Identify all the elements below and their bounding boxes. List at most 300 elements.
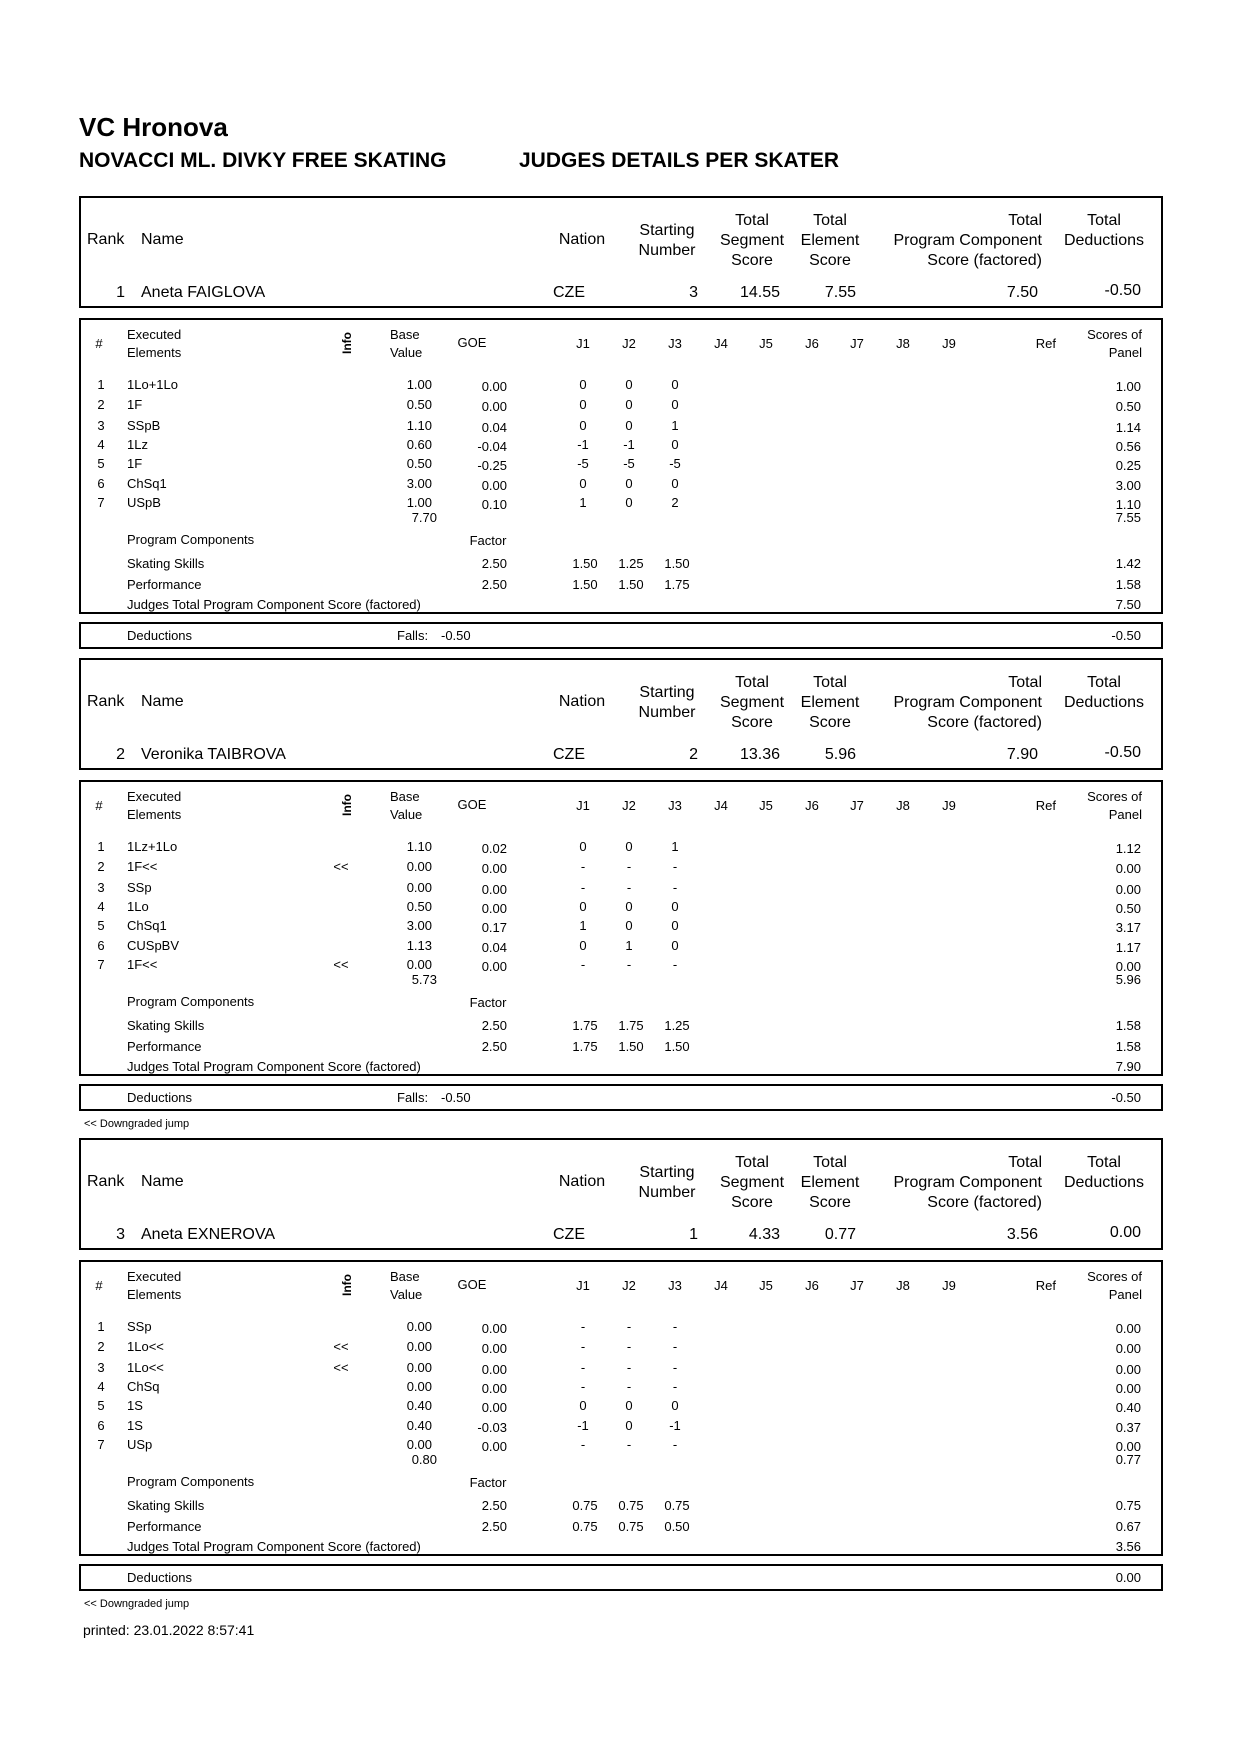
judge-score: -1	[577, 1418, 589, 1433]
judge-score: 0	[625, 495, 633, 510]
elements-header: Executed Elements	[127, 327, 182, 360]
skater-rank: 2	[116, 746, 125, 763]
element-number: 6	[97, 476, 105, 491]
element-code: ChSq1	[127, 476, 167, 491]
goe-value: 0.04	[481, 420, 507, 435]
judge-header-j6: J6	[805, 336, 819, 351]
event-name: NOVACCI ML. DIVKY FREE SKATING	[79, 149, 447, 172]
element-total: 5.96	[1115, 972, 1141, 987]
judge-score: 0	[579, 899, 587, 914]
judge-score: -	[580, 957, 586, 972]
element-number: 4	[97, 899, 105, 914]
component-panel: 0.75	[1115, 1498, 1141, 1513]
goe-header: GOE	[457, 335, 487, 350]
judge-score: -	[672, 957, 678, 972]
base-value: 0.40	[406, 1418, 432, 1433]
element-code: CUSpBV	[127, 938, 180, 953]
judge-score: -	[580, 1360, 586, 1375]
judge-score: -	[580, 1379, 586, 1394]
element-number: 3	[97, 418, 105, 433]
judge-header-j4: J4	[714, 798, 728, 813]
rank-header: Rank	[87, 693, 125, 710]
judge-header-j4: J4	[714, 1278, 728, 1293]
judge-score: -	[672, 880, 678, 895]
element-number: 3	[97, 880, 105, 895]
elements-header: Executed Elements	[127, 789, 182, 822]
panel-score: 0.00	[1115, 959, 1141, 974]
component-judge-score: 1.75	[664, 577, 690, 592]
printed-timestamp: printed: 23.01.2022 8:57:41	[83, 1622, 255, 1638]
judge-score: -	[672, 1319, 678, 1334]
judge-score: 1	[579, 495, 587, 510]
component-judge-score: 1.50	[664, 1039, 690, 1054]
judge-score: -5	[577, 456, 589, 471]
judge-score: -	[580, 859, 586, 874]
goe-value: 0.04	[481, 940, 507, 955]
component-judge-score: 0.75	[572, 1498, 598, 1513]
judge-score: -1	[577, 437, 589, 452]
ref-header: Ref	[1035, 336, 1056, 351]
base-value: 1.10	[406, 418, 432, 433]
element-code: ChSq1	[127, 918, 167, 933]
judge-score: 0	[671, 918, 679, 933]
segment-score: 4.33	[748, 1226, 780, 1243]
element-code: 1F	[127, 456, 143, 471]
judge-score: -	[580, 1319, 586, 1334]
judge-header-j1: J1	[576, 1278, 590, 1293]
base-value: 0.00	[406, 859, 432, 874]
component-judge-score: 0.50	[664, 1519, 690, 1534]
judge-score: 1	[671, 839, 679, 854]
deductions-label: Deductions	[127, 628, 193, 643]
component-score: 7.50	[1006, 284, 1038, 301]
segment-score-header: Total Segment Score	[719, 674, 785, 731]
judge-header-j5: J5	[759, 1278, 773, 1293]
component-panel: 1.58	[1115, 1018, 1141, 1033]
panel-score: 1.10	[1115, 497, 1141, 512]
component-score: 7.90	[1006, 746, 1038, 763]
panel-header: Scores of Panel	[1087, 789, 1142, 822]
judge-header-j3: J3	[668, 798, 682, 813]
program-components-label: Program Components	[127, 1474, 255, 1489]
goe-value: 0.00	[481, 1341, 507, 1356]
base-value: 0.50	[406, 456, 432, 471]
element-score-header: Total Element Score	[800, 674, 860, 731]
ref-header: Ref	[1035, 798, 1056, 813]
component-score-header: Total Program Component Score (factored)	[893, 674, 1042, 731]
panel-score: 3.17	[1115, 920, 1141, 935]
element-code: USp	[127, 1437, 153, 1452]
element-info: <<	[333, 957, 349, 972]
judge-score: 0	[625, 1418, 633, 1433]
component-name: Skating Skills	[127, 556, 205, 571]
skater-nation: CZE	[553, 284, 585, 301]
judge-header-j2: J2	[622, 1278, 636, 1293]
element-number: 7	[97, 957, 105, 972]
element-number: 2	[97, 1339, 105, 1354]
judge-score: 0	[625, 418, 633, 433]
component-judge-score: 1.75	[572, 1039, 598, 1054]
component-name: Performance	[127, 1519, 202, 1534]
base-value: 1.00	[406, 495, 432, 510]
panel-score: 0.37	[1115, 1420, 1141, 1435]
base-value: 0.00	[406, 880, 432, 895]
judge-header-j7: J7	[850, 336, 864, 351]
name-header: Name	[141, 1173, 184, 1190]
component-panel: 0.67	[1115, 1519, 1141, 1534]
starting-number-header: Starting Number	[638, 684, 696, 721]
judge-score: -1	[623, 437, 635, 452]
element-code: SSpB	[127, 418, 161, 433]
component-panel: 1.42	[1115, 556, 1141, 571]
element-number: 5	[97, 918, 105, 933]
segment-score: 13.36	[739, 746, 780, 763]
factor-label: Factor	[469, 533, 507, 548]
panel-score: 0.00	[1115, 1321, 1141, 1336]
judge-score: -	[626, 1437, 632, 1452]
component-judge-score: 0.75	[618, 1498, 644, 1513]
judge-score: 0	[625, 377, 633, 392]
judge-score: -5	[669, 456, 681, 471]
panel-header: Scores of Panel	[1087, 327, 1142, 360]
judge-score: -	[626, 957, 632, 972]
num-header: #	[95, 798, 103, 813]
element-number: 7	[97, 495, 105, 510]
panel-score: 1.17	[1115, 940, 1141, 955]
deductions-box	[79, 1564, 1163, 1591]
goe-value: 0.10	[481, 497, 507, 512]
component-judge-score: 0.75	[572, 1519, 598, 1534]
judges-total-label: Judges Total Program Component Score (factored)	[127, 1539, 421, 1554]
judge-score: 0	[579, 397, 587, 412]
judge-score: -	[626, 1339, 632, 1354]
judge-score: 0	[579, 476, 587, 491]
judge-score: -	[672, 1339, 678, 1354]
goe-value: -0.25	[477, 458, 507, 473]
component-factor: 2.50	[481, 1018, 507, 1033]
element-code: 1Lo+1Lo	[127, 377, 178, 392]
panel-score: 3.00	[1115, 478, 1141, 493]
starting-number-header: Starting Number	[638, 222, 696, 259]
name-header: Name	[141, 693, 184, 710]
base-value: 0.00	[406, 1360, 432, 1375]
element-code: 1Lo<<	[127, 1360, 164, 1375]
judge-score: 0	[625, 918, 633, 933]
element-number: 2	[97, 859, 105, 874]
falls-value: -0.50	[441, 1090, 471, 1105]
element-info: <<	[333, 1360, 349, 1375]
pcs-total: 3.56	[1115, 1539, 1141, 1554]
goe-header: GOE	[457, 797, 487, 812]
base-value-header: Base Value	[390, 789, 423, 822]
deductions-header: Total Deductions	[1063, 212, 1145, 249]
base-value: 0.40	[406, 1398, 432, 1413]
base-value: 3.00	[406, 918, 432, 933]
pcs-total: 7.50	[1115, 597, 1141, 612]
segment-score-header: Total Segment Score	[719, 1154, 785, 1211]
base-value-total: 5.73	[411, 972, 437, 987]
goe-value: -0.04	[477, 439, 507, 454]
skater-rank: 3	[116, 1226, 125, 1243]
panel-score: 0.00	[1115, 882, 1141, 897]
element-number: 4	[97, 437, 105, 452]
skater-nation: CZE	[553, 1226, 585, 1243]
panel-score: 0.25	[1115, 458, 1141, 473]
goe-value: 0.00	[481, 478, 507, 493]
deductions-label: Deductions	[127, 1570, 193, 1585]
component-name: Skating Skills	[127, 1018, 205, 1033]
base-value: 1.13	[406, 938, 432, 953]
element-score: 0.77	[824, 1226, 856, 1243]
judge-score: -1	[669, 1418, 681, 1433]
judge-score: 0	[579, 839, 587, 854]
deductions-total: -0.50	[1111, 628, 1141, 643]
judge-score: 0	[579, 938, 587, 953]
component-name: Skating Skills	[127, 1498, 205, 1513]
panel-score: 0.50	[1115, 399, 1141, 414]
judge-score: 1	[671, 418, 679, 433]
goe-value: 0.00	[481, 959, 507, 974]
component-judge-score: 1.75	[572, 1018, 598, 1033]
component-panel: 1.58	[1115, 1039, 1141, 1054]
judge-score: 0	[671, 377, 679, 392]
component-panel: 1.58	[1115, 577, 1141, 592]
judge-header-j1: J1	[576, 798, 590, 813]
judge-score: 0	[579, 377, 587, 392]
judge-score: -	[626, 1319, 632, 1334]
judge-score: -	[672, 1437, 678, 1452]
element-number: 1	[97, 1319, 105, 1334]
judge-score: 1	[579, 918, 587, 933]
component-judge-score: 1.25	[664, 1018, 690, 1033]
judge-score: 2	[671, 495, 679, 510]
pcs-total: 7.90	[1115, 1059, 1141, 1074]
factor-label: Factor	[469, 995, 507, 1010]
deductions-label: Deductions	[127, 1090, 193, 1105]
element-code: SSp	[127, 1319, 152, 1334]
component-name: Performance	[127, 577, 202, 592]
element-score-header: Total Element Score	[800, 1154, 860, 1211]
nation-header: Nation	[558, 693, 606, 710]
element-number: 4	[97, 1379, 105, 1394]
report-title: JUDGES DETAILS PER SKATER	[519, 149, 840, 172]
component-factor: 2.50	[481, 577, 507, 592]
element-number: 3	[97, 1360, 105, 1375]
component-score-header: Total Program Component Score (factored)	[893, 1154, 1042, 1211]
judge-score: 0	[671, 437, 679, 452]
factor-label: Factor	[469, 1475, 507, 1490]
skater-name: Aneta FAIGLOVA	[141, 284, 266, 301]
starting-number: 1	[689, 1226, 698, 1243]
segment-score: 14.55	[739, 284, 780, 301]
element-code: SSp	[127, 880, 152, 895]
judge-header-j7: J7	[850, 798, 864, 813]
element-code: USpB	[127, 495, 161, 510]
judge-score: -	[626, 1379, 632, 1394]
base-value-header: Base Value	[390, 327, 423, 360]
element-code: 1S	[127, 1398, 143, 1413]
panel-score: 0.50	[1115, 901, 1141, 916]
judge-header-j4: J4	[714, 336, 728, 351]
downgrade-note: << Downgraded jump	[84, 1118, 190, 1130]
judge-header-j8: J8	[896, 336, 910, 351]
base-value: 0.00	[406, 1379, 432, 1394]
skater-name: Aneta EXNEROVA	[141, 1226, 275, 1243]
element-info: <<	[333, 859, 349, 874]
judge-header-j9: J9	[942, 798, 956, 813]
judge-header-j2: J2	[622, 336, 636, 351]
element-total: 0.77	[1115, 1452, 1141, 1467]
judge-score: 0	[671, 397, 679, 412]
judge-header-j6: J6	[805, 1278, 819, 1293]
component-score-header: Total Program Component Score (factored)	[893, 212, 1042, 269]
goe-value: 0.00	[481, 1400, 507, 1415]
ref-header: Ref	[1035, 1278, 1056, 1293]
goe-value: 0.00	[481, 861, 507, 876]
base-value: 0.60	[406, 437, 432, 452]
rank-header: Rank	[87, 1173, 125, 1190]
goe-value: 0.00	[481, 901, 507, 916]
panel-score: 0.56	[1115, 439, 1141, 454]
component-judge-score: 1.25	[618, 556, 644, 571]
element-number: 6	[97, 938, 105, 953]
judge-score: 1	[625, 938, 633, 953]
judge-header-j7: J7	[850, 1278, 864, 1293]
judge-score: 0	[625, 476, 633, 491]
judge-header-j3: J3	[668, 336, 682, 351]
panel-score: 1.12	[1115, 841, 1141, 856]
judge-score: 0	[625, 1398, 633, 1413]
judge-header-j3: J3	[668, 1278, 682, 1293]
base-value: 1.00	[406, 377, 432, 392]
base-value: 0.50	[406, 397, 432, 412]
element-number: 2	[97, 397, 105, 412]
goe-value: -0.03	[477, 1420, 507, 1435]
goe-value: 0.17	[481, 920, 507, 935]
component-judge-score: 1.50	[572, 556, 598, 571]
judge-header-j5: J5	[759, 798, 773, 813]
judge-score: 0	[671, 899, 679, 914]
base-value: 0.00	[406, 957, 432, 972]
judge-score: 0	[579, 1398, 587, 1413]
element-code: 1S	[127, 1418, 143, 1433]
judge-score: -	[626, 1360, 632, 1375]
name-header: Name	[141, 231, 184, 248]
judge-header-j9: J9	[942, 1278, 956, 1293]
info-header: Info	[340, 1274, 354, 1296]
base-value: 0.00	[406, 1437, 432, 1452]
judge-score: 0	[625, 899, 633, 914]
goe-value: 0.00	[481, 1321, 507, 1336]
total-deductions: 0.00	[1109, 1224, 1141, 1241]
judge-header-j1: J1	[576, 336, 590, 351]
element-code: 1Lo<<	[127, 1339, 164, 1354]
competition-title: VC Hronova	[79, 112, 228, 142]
deductions-header: Total Deductions	[1063, 674, 1145, 711]
judge-score: 0	[579, 418, 587, 433]
base-value: 0.50	[406, 899, 432, 914]
judge-header-j5: J5	[759, 336, 773, 351]
base-value: 3.00	[406, 476, 432, 491]
skater-nation: CZE	[553, 746, 585, 763]
judge-score: -	[626, 859, 632, 874]
falls-label: Falls:	[397, 628, 429, 643]
num-header: #	[95, 336, 103, 351]
deductions-total: -0.50	[1111, 1090, 1141, 1105]
deductions-box	[79, 622, 1163, 649]
nation-header: Nation	[558, 231, 606, 248]
deductions-header: Total Deductions	[1063, 1154, 1145, 1191]
element-code: 1Lz	[127, 437, 148, 452]
element-code: 1Lo	[127, 899, 149, 914]
judge-score: 0	[671, 938, 679, 953]
panel-score: 0.00	[1115, 1341, 1141, 1356]
downgrade-note: << Downgraded jump	[84, 1598, 190, 1610]
element-code: ChSq	[127, 1379, 160, 1394]
program-components-label: Program Components	[127, 994, 255, 1009]
info-header: Info	[340, 332, 354, 354]
component-score: 3.56	[1006, 1226, 1038, 1243]
deductions-box	[79, 1084, 1163, 1111]
component-judge-score: 1.75	[618, 1018, 644, 1033]
element-score: 5.96	[824, 746, 856, 763]
elements-header: Executed Elements	[127, 1269, 182, 1302]
component-judge-score: 1.50	[664, 556, 690, 571]
num-header: #	[95, 1278, 103, 1293]
judge-score: -	[580, 880, 586, 895]
element-code: 1F<<	[127, 957, 158, 972]
judge-score: 0	[671, 1398, 679, 1413]
panel-score: 1.14	[1115, 420, 1141, 435]
component-judge-score: 0.75	[664, 1498, 690, 1513]
judge-score: -	[580, 1437, 586, 1452]
element-number: 6	[97, 1418, 105, 1433]
panel-score: 0.00	[1115, 1362, 1141, 1377]
element-number: 5	[97, 456, 105, 471]
judge-score: -	[672, 859, 678, 874]
component-factor: 2.50	[481, 556, 507, 571]
panel-score: 0.00	[1115, 1439, 1141, 1454]
base-value: 0.00	[406, 1339, 432, 1354]
element-total: 7.55	[1115, 510, 1141, 525]
panel-score: 1.00	[1115, 379, 1141, 394]
skater-rank: 1	[116, 284, 125, 301]
panel-score: 0.00	[1115, 861, 1141, 876]
judge-score: 0	[671, 476, 679, 491]
skater-name: Veronika TAIBROVA	[141, 746, 286, 763]
panel-score: 0.40	[1115, 1400, 1141, 1415]
goe-value: 0.00	[481, 399, 507, 414]
component-judge-score: 1.50	[618, 1039, 644, 1054]
base-value-total: 0.80	[411, 1452, 437, 1467]
starting-number: 3	[689, 284, 698, 301]
nation-header: Nation	[558, 1173, 606, 1190]
judge-header-j6: J6	[805, 798, 819, 813]
program-components-label: Program Components	[127, 532, 255, 547]
base-value-total: 7.70	[411, 510, 437, 525]
falls-label: Falls:	[397, 1090, 429, 1105]
component-judge-score: 0.75	[618, 1519, 644, 1534]
falls-value: -0.50	[441, 628, 471, 643]
goe-value: 0.00	[481, 1381, 507, 1396]
component-judge-score: 1.50	[618, 577, 644, 592]
total-deductions: -0.50	[1104, 282, 1141, 299]
component-name: Performance	[127, 1039, 202, 1054]
rank-header: Rank	[87, 231, 125, 248]
judge-header-j9: J9	[942, 336, 956, 351]
element-code: 1Lz+1Lo	[127, 839, 178, 854]
goe-value: 0.00	[481, 1362, 507, 1377]
